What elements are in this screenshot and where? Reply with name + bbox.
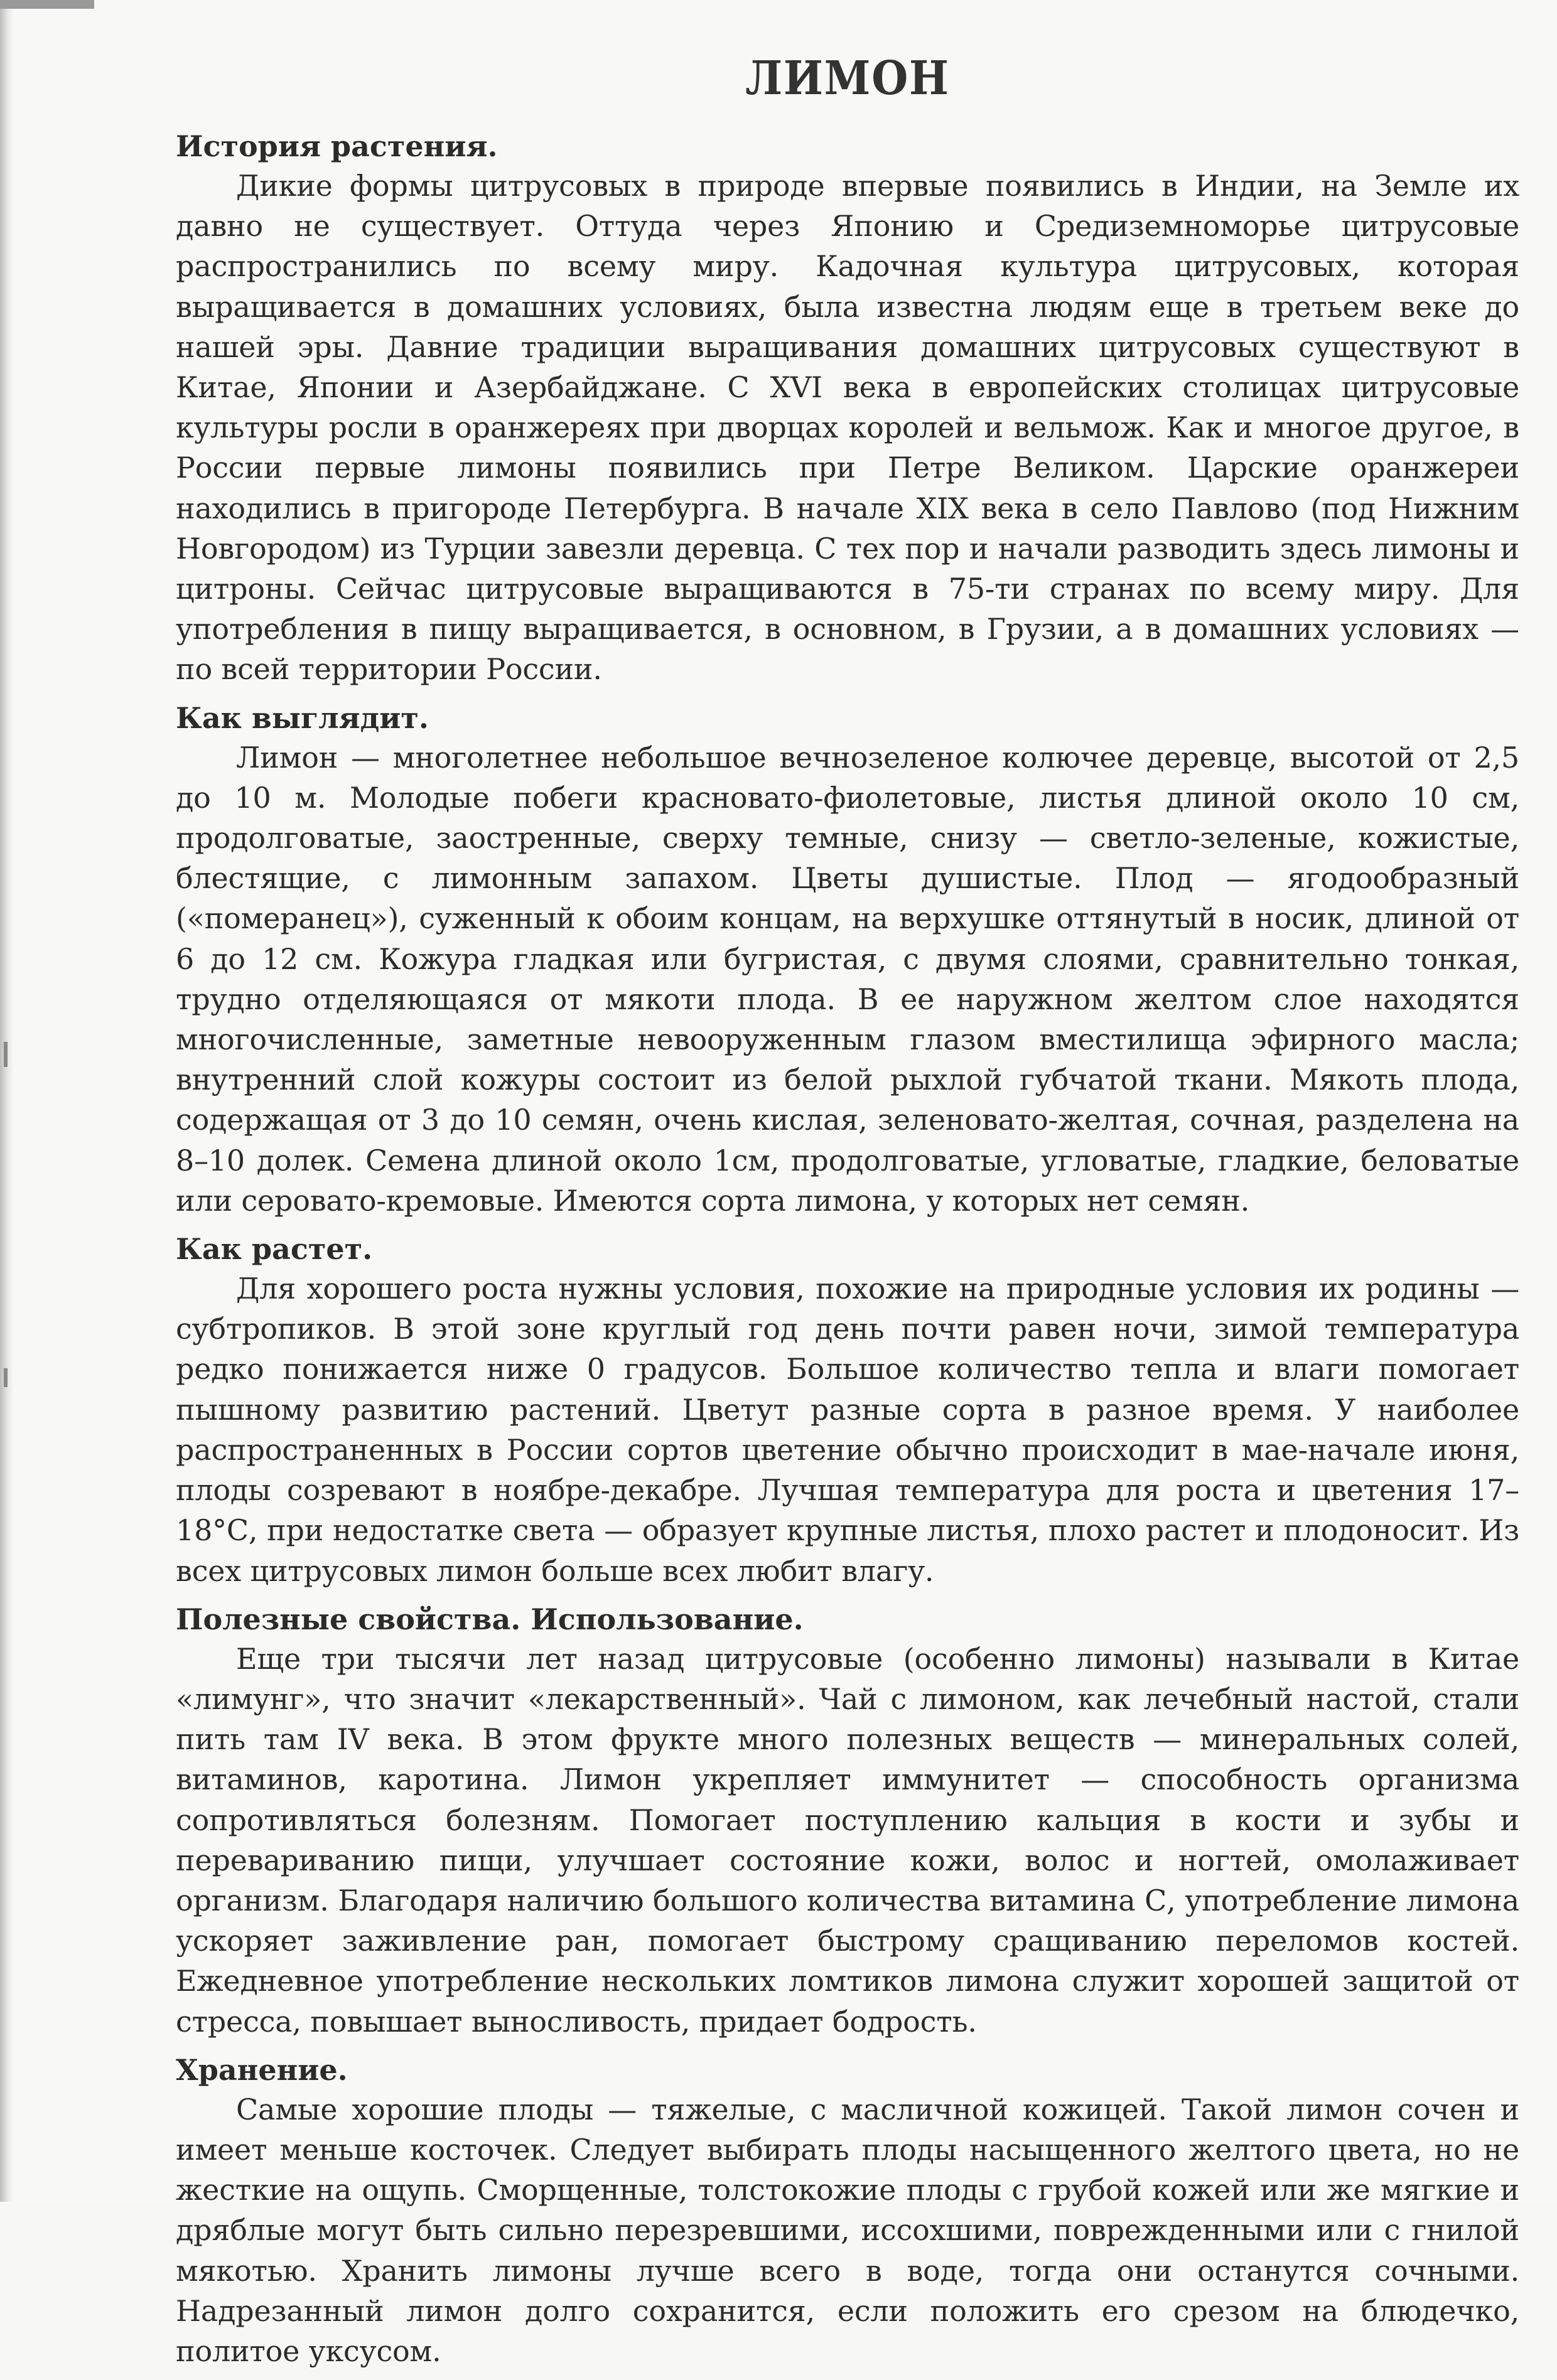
section-heading: Хранение. [176, 2052, 348, 2087]
section-heading: Как выглядит. [176, 700, 429, 735]
section-growth [176, 1230, 1519, 1591]
section-body: Еще три тысячи лет назад цитрусовые (особенно лимоны) называли в Китае «лимунг», что значит «лекарственный». Чай с лимоном, как лечебный настой, стали пить там IV века. В этом фрукте много полезных веществ — минеральных солей, витаминов, каротина. Лимон укрепляет иммунитет — способность организма сопротивляться болезням. Помогает поступлению кальция в кости и зубы и перевариванию пищи, улучшает состояние кожи, волос и ногтей, омолаживает организм. Благодаря наличию большого количества витамина С, употребление лимона ускоряет заживление ран, помогает быстрому сращиванию переломов костей. Ежедневное употребление нескольких ломтиков лимона служит хорошей защитой от стресса, повышает выносливость, придает бодрость. [176, 1641, 1519, 2039]
article [176, 44, 1519, 2380]
margin-speck [4, 1368, 8, 1387]
scan-shadow-edge [0, 0, 14, 2202]
section-benefits [176, 1600, 1519, 2042]
section-heading: Как растет. [176, 1232, 373, 1267]
section-appearance [176, 699, 1519, 1221]
section-heading: История растения. [176, 129, 498, 163]
section-body: Самые хорошие плоды — тяжелые, с масличной кожицей. Такой лимон сочен и имеет меньше косточек. Следует выбирать плоды насыщенного желтого цвета, но не жесткие на ощупь. Сморщенные, толстокожие плоды с грубой кожей или же мягкие и дряблые могут быть сильно перезревшими, иссохшими, поврежденными или с гнилой мякотью. Хранить лимоны лучше всего в воде, тогда они останутся сочными. Надрезанный лимон долго сохранится, если положить его срезом на блюдечко, политое уксусом. [176, 2092, 1519, 2368]
section-heading: Полезные свойства. Использование. [176, 1602, 804, 1636]
scan-corner-mark [0, 0, 94, 9]
section-body: Дикие формы цитрусовых в природе впервые появились в Индии, на Земле их давно не существует. Оттуда через Японию и Средиземноморье цитрусовые распространились по всему миру. Кадочная культура цитрусовых, которая выращивается в домашних условиях, была известна людям еще в третьем веке до нашей эры. Давние традиции выращивания домашних цитрусовых существуют в Китае, Японии и Азербайджане. С XVI века в европейских столицах цитрусовые культуры росли в оранжереях при дворцах королей и вельмож. Как и многое другое, в России первые лимоны появились при Петре Великом. Царские оранжереи находились в пригороде Петербурга. В начале XIX века в село Павлово (под Нижним Новгородом) из Турции завезли деревца. С тех пор и начали разводить здесь лимоны и цитроны. Сейчас цитрусовые выращиваются в 75-ти странах по всему миру. Для употребления в пищу выращивается, в основном, в Грузии, а в домашних условиях — по всей территории России. [176, 169, 1519, 687]
section-storage [176, 2050, 1519, 2371]
page-title: ЛИМОН [745, 51, 950, 105]
section-body: Лимон — многолетнее небольшое вечнозеленое колючее деревце, высотой от 2,5 до 10 м. Молодые побеги красновато-фиолетовые, листья длиной около 10 см, продолговатые, заостренные, сверху темные, снизу — светло-зеленые, кожистые, блестящие, с лимонным запахом. Цветы душистые. Плод — ягодообразный («померанец»), суженный к обоим концам, на верхушке оттянутый в носик, длиной от 6 до 12 см. Кожура гладкая или бугристая, с двумя слоями, сравнительно тонкая, трудно отделяющаяся от мякоти плода. В ее наружном желтом слое находятся многочисленные, заметные невооруженным глазом вместилища эфирного масла; внутренний слой кожуры состоит из белой рыхлой губчатой ткани. Мякоть плода, содержащая от 3 до 10 семян, очень кислая, зеленовато-желтая, сочная, разделена на 8–10 долек. Семена длиной около 1см, продолговатые, угловатые, гладкие, беловатые или серовато-кремовые. Имеются сорта лимона, у которых нет семян. [176, 740, 1519, 1218]
section-history [176, 127, 1519, 690]
margin-speck [4, 1042, 8, 1067]
section-body: Для хорошего роста нужны условия, похожие на природные условия их родины — субтропиков. В этой зоне круглый год день почти равен ночи, зимой температура редко понижается ниже 0 градусов. Большое количество тепла и влаги помогает пышному развитию растений. Цветут разные сорта в разное время. У наиболее распространенных в России сортов цветение обычно происходит в мае-начале июня, плоды созревают в ноябре-декабре. Лучшая температура для роста и цветения 17–18°С, при недостатке света — образует крупные листья, плохо растет и плодоносит. Из всех цитрусовых лимон больше всех любит влагу. [176, 1272, 1519, 1588]
